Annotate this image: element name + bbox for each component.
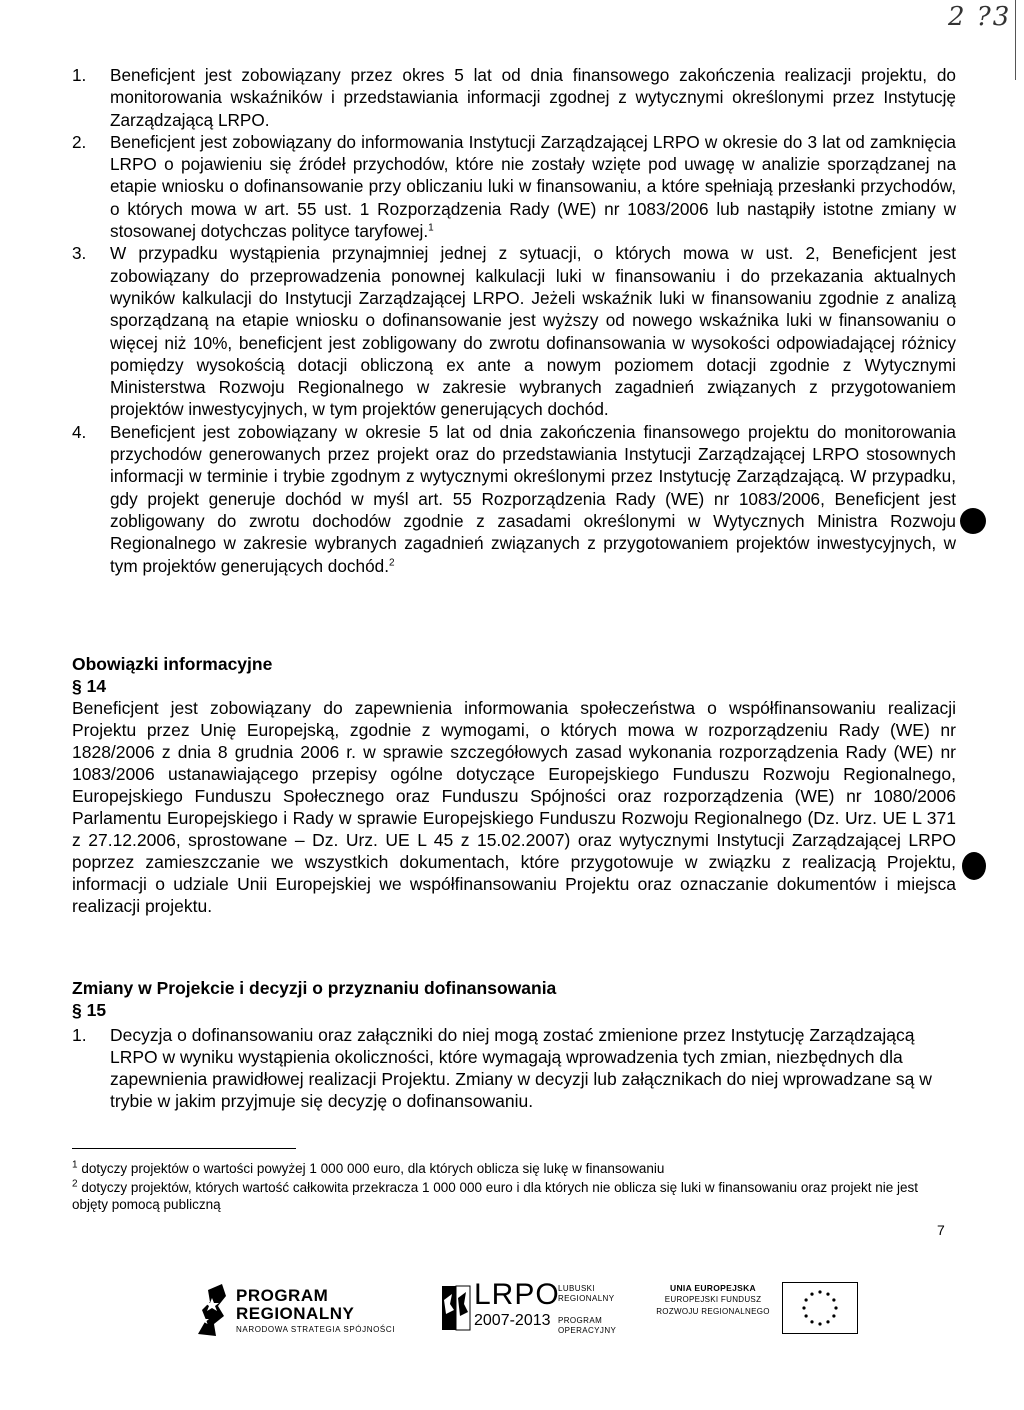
list-item-number: 3. [72, 243, 87, 264]
eu-star-icon [832, 1298, 835, 1301]
section-15-paragraph-mark: § 15 [72, 1000, 107, 1020]
footnote [72, 1160, 932, 1177]
footnote-text: dotyczy projektów, których wartość całkowita przekracza 1 000 000 euro i dla których nie oblicza się luki w finansowaniu oraz projekt nie jest objęty pomocą publiczną [72, 1180, 918, 1212]
list-item-text: Decyzja o dofinansowaniu oraz załączniki do niej mogą zostać zmienione przez Instytucję Zarządzającą LRPO w wyniku wystąpienia okoliczności, które wymagają wprowadzenia tych zmian, niezbędnych dla zapewnienia prawidłowej realizacji Projektu. Zmiany w decyzji lub załącznikach do niej wprowadzane są w trybie w jakim przyjmuje się decyzję o dofinansowaniu. [110, 1025, 932, 1111]
handwritten-page-mark: 2 ?3 [948, 2, 1012, 32]
eu-star-icon [802, 1306, 805, 1309]
section-14-text: Beneficjent jest zobowiązany do zapewnienia informowania społeczeństwa o współfinansowaniu realizacji Projektu przez Unię Europejską, zgodnie z wymogami, o których mowa w rozporządzeniu Rady (WE) nr 1828/2006 z dnia 8 grudnia 2006 r. w sprawie szczegółowych zasad wykonania rozporządzenia Rady (WE) nr 1083/2006 ustanawiającego przepisy ogólne dotyczące Europejskiego Funduszu Rozwoju Regionalnego, Europejskiego Funduszu Społecznego oraz Funduszu Spójności oraz rozporządzenia (WE) nr 1080/2006 Parlamentu Europejskiego i Rady w sprawie Europejskiego Funduszu Rozwoju Regionalnego (Dz. Urz. UE L 371 z 27.12.2006, sprostowane – Dz. Urz. UE L 45 z 15.02.2007) oraz wytycznymi Instytucji Zarządzającej LRPO poprzez zamieszczanie we wszystkich dokumentach, które przygotowuje w związku z realizacją Projektu, informacji o udziale Unii Europejskiej we współfinansowaniu Projektu oraz oznaczanie dokumentów i miejsca realizacji projektu. [72, 698, 956, 916]
eu-star-icon [805, 1314, 808, 1317]
section-14 [72, 653, 956, 917]
program-logo-subtitle: NARODOWA STRATEGIA SPÓJNOŚCI [236, 1325, 396, 1334]
eu-star-icon [826, 1293, 829, 1296]
list-item [72, 131, 956, 242]
punch-hole-upper [960, 508, 986, 534]
list-item [72, 64, 956, 131]
eu-star-icon [805, 1298, 808, 1301]
section-14-paragraph-mark: § 14 [72, 676, 107, 696]
list-item [72, 1024, 956, 1112]
list-item-text: W przypadku wystąpienia przynajmniej jednej z sytuacji, o których mowa w ust. 2, Beneficjent jest zobowiązany do przeprowadzenia ponownej kalkulacji luki w finansowaniu i do przekazania aktualnych wyników kalkulacji do Instytucji Zarządzającej LRPO. Jeżeli wskaźnik luki w finansowaniu zgodnie z analizą sporządzaną na etapie wniosku o dofinansowanie jest wyższy od nowego wskaźnika luki w finansowaniu o więcej niż 10%, beneficjent jest zobligowany do zwrotu dofinansowania w wysokości odpowiadającej różnicy pomiędzy wysokością dotacji obliczoną ex ante a nowym poziomem dotacji zgodnie z Wytycznymi Ministerstwa Rozwoju Regionalnego w zakresie wybranych zagadnień związanych z przygotowaniem projektów inwestycyjnych, w tym projektów generujących dochód. [110, 243, 956, 420]
footnote-text: dotyczy projektów o wartości powyżej 1 000 000 euro, dla których oblicza się lukę w finansowaniu [81, 1161, 665, 1176]
program-logo-line2: REGIONALNY [236, 1304, 355, 1323]
list-item-number: 1. [72, 1025, 87, 1045]
lrpo-acronym: LRPO [474, 1278, 560, 1311]
list-item-number: 2. [72, 131, 87, 152]
eu-logo-line3: ROZWOJU REGIONALNEGO [656, 1307, 770, 1316]
lubuskie-coat-of-arms-icon [440, 1280, 472, 1336]
page-number: 7 [937, 1222, 945, 1238]
list-item [72, 421, 956, 577]
footnotes [72, 1160, 932, 1215]
eu-star-icon [818, 1290, 821, 1293]
lrpo-years: 2007-2013 [474, 1312, 551, 1329]
section-15 [72, 977, 956, 1112]
eu-logo [648, 1280, 860, 1340]
program-regionalny-logo [192, 1280, 402, 1340]
eu-star-icon [810, 1320, 813, 1323]
eu-logo-line2: EUROPEJSKI FUNDUSZ [664, 1295, 762, 1304]
list-item-number: 4. [72, 421, 87, 442]
scan-edge-line [1015, 0, 1016, 80]
eu-flag-icon [782, 1282, 858, 1334]
list-item-number: 1. [72, 65, 87, 85]
lrpo-word-2: REGIONALNY [558, 1294, 615, 1303]
footnote-reference: 2 [388, 556, 395, 568]
lrpo-word-4: OPERACYJNY [558, 1326, 617, 1335]
obligations-list [72, 64, 956, 577]
eu-star-icon [826, 1320, 829, 1323]
section-14-heading: Obowiązki informacyjne [72, 654, 273, 674]
list-item-text: Beneficjent jest zobowiązany przez okres 5 lat od dnia finansowego zakończenia realizacji projektu, do monitorowania wskaźników i przedstawiania informacji zgodnej z wytycznymi określonymi przez Instytucję Zarządzającą LRPO. [110, 65, 956, 130]
eu-star-icon [810, 1293, 813, 1296]
footnote-reference: 1 [428, 222, 434, 234]
eu-logo-line1: UNIA EUROPEJSKA [670, 1283, 756, 1293]
lrpo-word-3: PROGRAM [558, 1316, 603, 1325]
punch-hole-lower [962, 852, 986, 880]
program-regionalny-emblem-icon [192, 1280, 232, 1338]
eu-logo-text [648, 1282, 778, 1318]
eu-star-icon [818, 1322, 821, 1325]
program-logo-line1: PROGRAM [236, 1286, 329, 1305]
footnote [72, 1179, 932, 1213]
list-item-text: Beneficjent jest zobowiązany do informowania Instytucji Zarządzającej LRPO w okresie do 3 lat od zamknięcia LRPO o pojawieniu się źródeł przychodów, które nie zostały wzięte pod uwagę w analizie sporządzanej na etapie wniosku o dofinansowanie przy obliczaniu luki w finansowaniu, a które spełniają przesłanki przychodów, o których mowa w art. 55 ust. 1 Rozporządzenia Rady (WE) nr 1083/2006 lub nastąpiły istotne zmiany w stosowanej dotychczas polityce taryfowej. [110, 131, 956, 242]
eu-star-icon [834, 1306, 837, 1309]
footnote-number: 1 [72, 1159, 78, 1171]
lrpo-logo [440, 1280, 630, 1340]
lrpo-word-1: LUBUSKI [558, 1284, 596, 1293]
footnote-separator [72, 1148, 296, 1149]
list-item [72, 242, 956, 420]
footnote-number: 2 [72, 1178, 78, 1190]
section-15-heading: Zmiany w Projekcie i decyzji o przyznaniu dofinansowania [72, 978, 557, 998]
list-item-text: Beneficjent jest zobowiązany w okresie 5 lat od dnia zakończenia finansowego projektu do monitorowania przychodów generowanych przez projekt oraz do przedstawiania Instytucji Zarządzającej LRPO stosownych informacji w terminie i trybie zgodnym z wytycznymi określonymi przez Instytucję Zarządzającą. W przypadku, gdy projekt generuje dochód w myśl art. 55 Rozporządzenia Rady (WE) nr 1083/2006, Beneficjent jest zobligowany do zwrotu dochodów zgodnie z zasadami określonymi w Wytycznych Ministra Rozwoju Regionalnego w zakresie wybranych zagadnień związanych z przygotowaniem projektów inwestycyjnych, w tym projektów generujących dochód. [110, 421, 956, 576]
funding-logos-bar [0, 1280, 1024, 1350]
eu-star-icon [832, 1314, 835, 1317]
